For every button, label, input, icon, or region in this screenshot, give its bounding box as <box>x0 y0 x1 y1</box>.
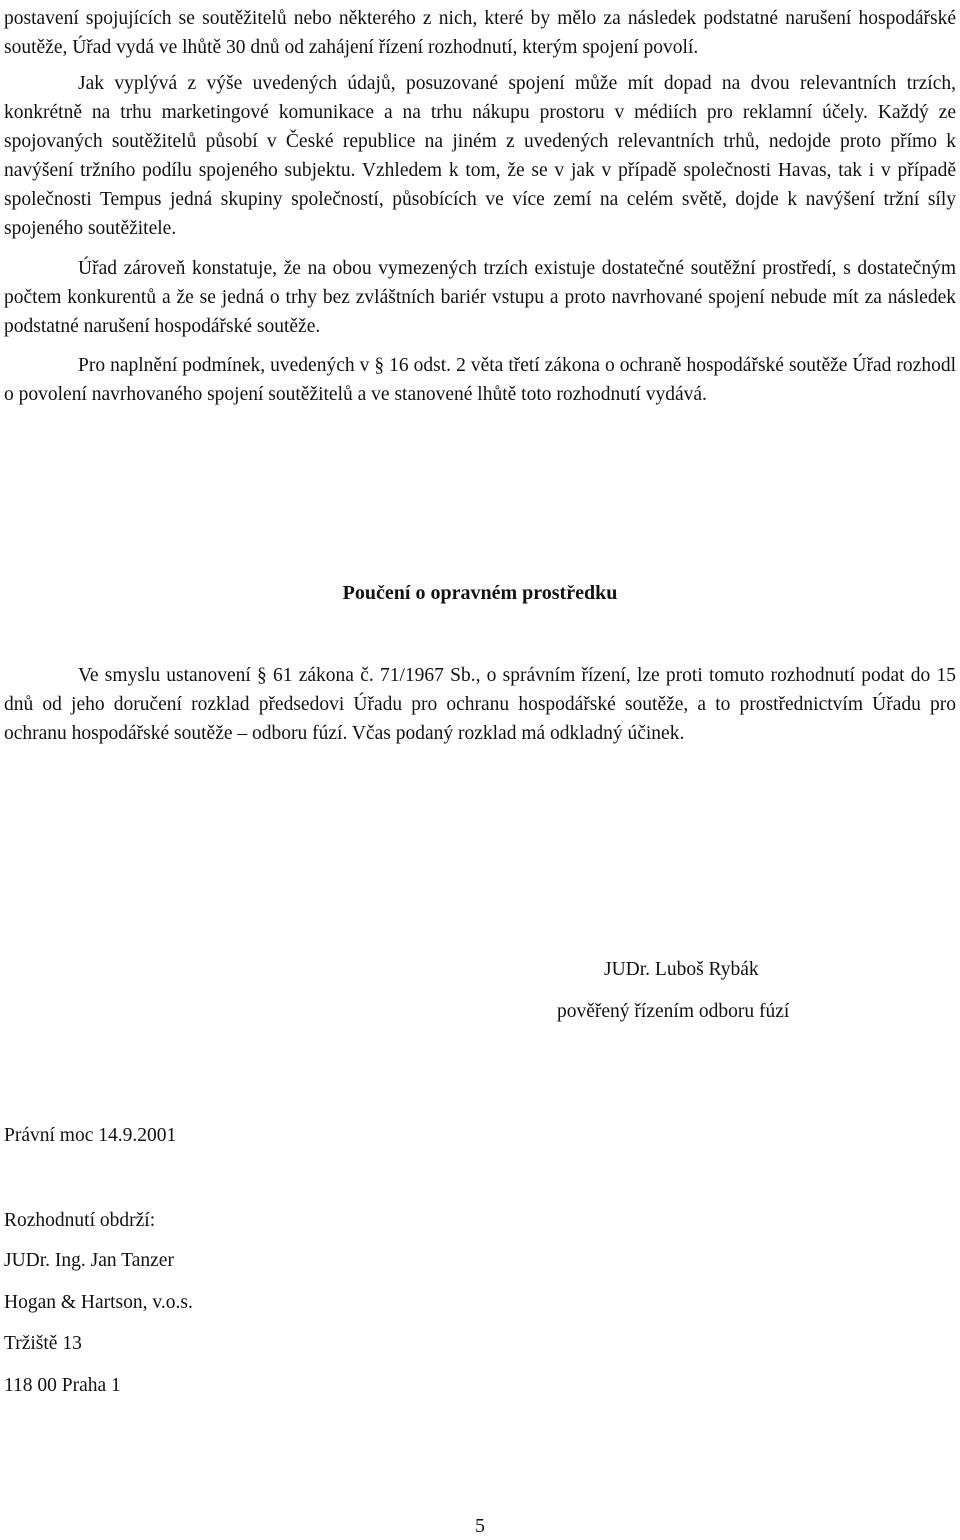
paragraph-competitive-environment: Úřad zároveň konstatuje, že na obou vymezených trzích existuje dostatečné soutěžní prostředí, s dostatečným počtem konkurentů a že se jedná o trhy bez zvláštních bariér vstupu a proto navrhované spojení nebude mít za následek podstatné narušení hospodářské soutěže. <box>4 258 956 337</box>
recipient-line: Tržiště 13 <box>4 1333 82 1354</box>
signatory-role: pověřený řízením odboru fúzí <box>557 1001 790 1022</box>
legal-remedy-heading: Poučení o opravném prostředku <box>342 582 618 604</box>
paragraph-relevant-markets: Jak vyplývá z výše uvedených údajů, posuzované spojení může mít dopad na dvou relevantních trzích, konkrétně na trhu marketingové komunikace a na trhu nákupu prostoru v médiích pro reklamní účely. Každý ze spojovaných soutěžitelů působí v České republice na jiném z uvedených relevantních trhů, nedojde proto přímo k navýšení tržního podílu spojeného subjektu. Vzhledem k tom, že se v jak v případě společnosti Havas, tak i v případě společnosti Tempus jedná skupiny společností, působících ve více zemí na celém světě, dojde k navýšení tržní síly spojeného soutěžitele. <box>4 73 956 239</box>
paragraph-legal-remedy: Ve smyslu ustanovení § 61 zákona č. 71/1967 Sb., o správním řízení, lze proti tomuto rozhodnutí podat do 15 dnů od jeho doručení rozklad předsedovi Úřadu pro ochranu hospodářské soutěže, a to prostřednictvím Úřadu pro ochranu hospodářské soutěže – odboru fúzí. Včas podaný rozklad má odkladný účinek. <box>4 665 956 744</box>
recipients-label: Rozhodnutí obdrží: <box>4 1210 156 1231</box>
paragraph-decision: Pro naplnění podmínek, uvedených v § 16 odst. 2 věta třetí zákona o ochraně hospodářské soutěže Úřad rozhodl o povolení navrhovaného spojení soutěžitelů a ve stanovené lhůtě toto rozhodnutí vydává. <box>4 355 956 405</box>
page-number: 5 <box>475 1515 485 1537</box>
signatory-name: JUDr. Luboš Rybák <box>604 959 759 980</box>
recipient-line: 118 00 Praha 1 <box>4 1375 121 1396</box>
legal-force-date: Právní moc 14.9.2001 <box>4 1125 177 1146</box>
recipient-line: Hogan & Hartson, v.o.s. <box>4 1292 193 1313</box>
paragraph-decision-condition: postavení spojujících se soutěžitelů nebo některého z nich, které by mělo za následek podstatné narušení hospodářské soutěže, Úřad vydá ve lhůtě 30 dnů od zahájení řízení rozhodnutí, kterým spojení povolí. <box>4 8 956 58</box>
recipient-line: JUDr. Ing. Jan Tanzer <box>4 1250 174 1271</box>
